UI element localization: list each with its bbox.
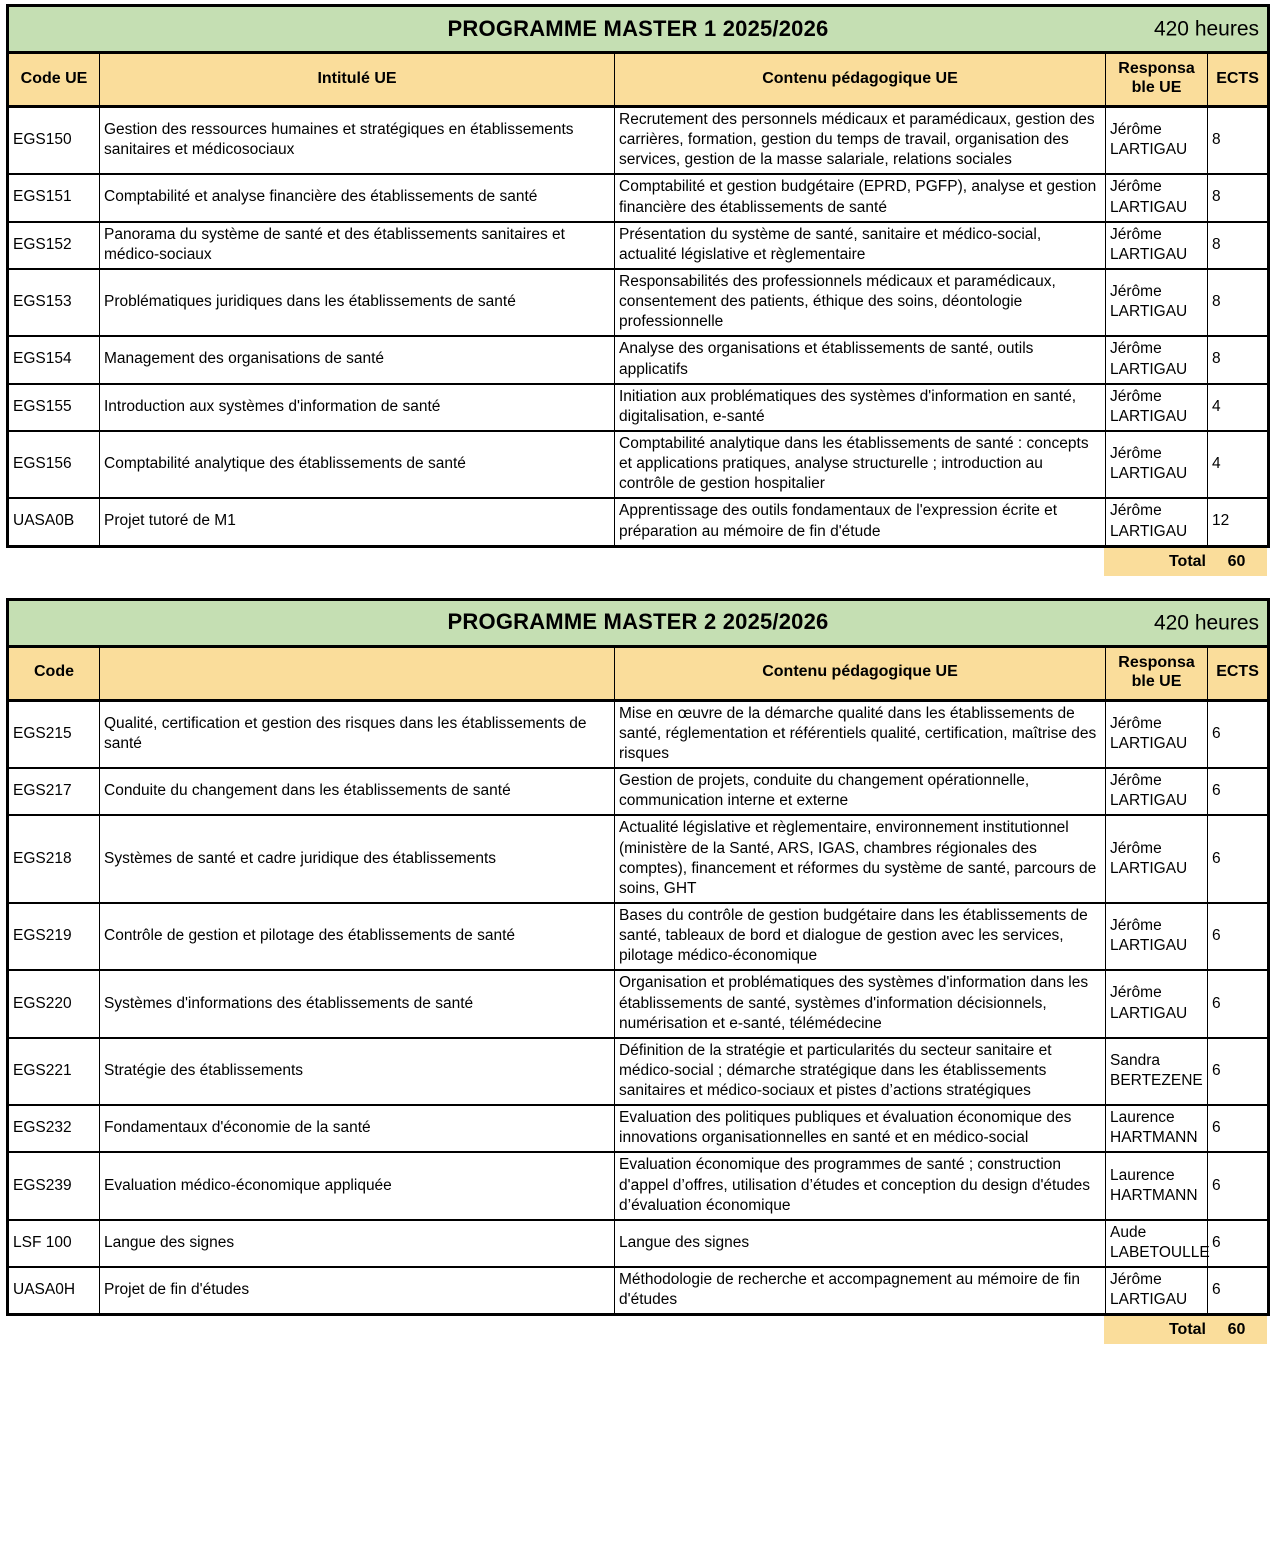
table-gap [6, 576, 1267, 598]
cell-content: Langue des signes [615, 1220, 1106, 1267]
cell-code: EGS215 [8, 700, 100, 768]
cell-responsible: Jérôme LARTIGAU [1106, 498, 1208, 546]
cell-title: Systèmes de santé et cadre juridique des établissements [100, 815, 615, 903]
cell-content: Méthodologie de recherche et accompagnement au mémoire de fin d'études [615, 1267, 1106, 1315]
table-row [8, 1267, 1269, 1315]
column-header-row-master2 [8, 646, 1269, 700]
table-row [8, 700, 1269, 768]
cell-responsible: Jérôme LARTIGAU [1106, 336, 1208, 383]
cell-ects: 6 [1208, 1105, 1269, 1152]
cell-code: EGS156 [8, 431, 100, 498]
cell-ects: 6 [1208, 1267, 1269, 1315]
cell-ects: 8 [1208, 336, 1269, 383]
column-header-responsible [1106, 646, 1208, 700]
table-row [8, 107, 1269, 175]
cell-content: Bases du contrôle de gestion budgétaire dans les établissements de santé, tableaux de bord et dialogue de gestion avec les services, pilotage médico-économique [615, 903, 1106, 970]
cell-ects: 6 [1208, 1038, 1269, 1105]
cell-responsible: Jérôme LARTIGAU [1106, 970, 1208, 1037]
banner-title: PROGRAMME MASTER 1 2025/2026 [447, 15, 829, 41]
cell-code: EGS219 [8, 903, 100, 970]
table-row [8, 1105, 1269, 1152]
cell-ects: 6 [1208, 815, 1269, 903]
cell-title: Comptabilité et analyse financière des établissements de santé [100, 174, 615, 221]
cell-ects: 6 [1208, 1220, 1269, 1267]
cell-ects: 4 [1208, 384, 1269, 431]
cell-code: LSF 100 [8, 1220, 100, 1267]
cell-code: EGS152 [8, 222, 100, 269]
cell-content: Comptabilité analytique dans les établissements de santé : concepts et applications pratiques, analyse structurelle ; introduction au contrôle de gestion hospitalier [615, 431, 1106, 498]
cell-content: Recrutement des personnels médicaux et paramédicaux, gestion des carrières, formation, gestion du temps de travail, organisation des services, gestion de la masse salariale, relations sociales [615, 107, 1106, 175]
table-row [8, 815, 1269, 903]
table-row [8, 384, 1269, 431]
cell-code: EGS232 [8, 1105, 100, 1152]
table-row [8, 174, 1269, 221]
cell-code: EGS151 [8, 174, 100, 221]
total-value: 60 [1206, 548, 1267, 576]
cell-ects: 8 [1208, 222, 1269, 269]
cell-title: Projet de fin d'études [100, 1267, 615, 1315]
cell-responsible: Jérôme LARTIGAU [1106, 768, 1208, 815]
program-table-master1 [6, 4, 1270, 548]
total-value: 60 [1206, 1316, 1267, 1344]
cell-title: Panorama du système de santé et des établissements sanitaires et médico-sociaux [100, 222, 615, 269]
cell-title: Langue des signes [100, 1220, 615, 1267]
cell-title: Systèmes d'informations des établissements de santé [100, 970, 615, 1037]
column-header-code: Code [8, 646, 100, 700]
cell-code: EGS150 [8, 107, 100, 175]
cell-content: Evaluation des politiques publiques et évaluation économique des innovations organisationnelles en santé et en médico-social [615, 1105, 1106, 1152]
cell-ects: 6 [1208, 768, 1269, 815]
cell-content: Organisation et problématiques des systèmes d'information dans les établissements de santé, systèmes d'information décisionnels, numérisation et e-santé, télémédecine [615, 970, 1106, 1037]
column-header-responsible [1106, 53, 1208, 107]
cell-responsible: Laurence HARTMANN [1106, 1152, 1208, 1219]
cell-title: Conduite du changement dans les établissements de santé [100, 768, 615, 815]
cell-title: Stratégie des établissements [100, 1038, 615, 1105]
cell-ects: 8 [1208, 174, 1269, 221]
total-label: Total [1104, 1316, 1206, 1344]
table-row [8, 498, 1269, 546]
column-header-ects: ECTS [1208, 646, 1269, 700]
cell-title: Projet tutoré de M1 [100, 498, 615, 546]
column-header-ects: ECTS [1208, 53, 1269, 107]
total-label: Total [1104, 548, 1206, 576]
table-row [8, 1152, 1269, 1219]
cell-code: UASA0H [8, 1267, 100, 1315]
cell-content: Définition de la stratégie et particularités du secteur sanitaire et médico-social ; démarche stratégique dans les établissements sanitaires et médico-sociaux et pistes d’actions stratégiques [615, 1038, 1106, 1105]
cell-content: Responsabilités des professionnels médicaux et paramédicaux, consentement des patients, éthique des soins, déontologie professionnelle [615, 269, 1106, 336]
cell-ects: 6 [1208, 700, 1269, 768]
cell-content: Actualité législative et règlementaire, environnement institutionnel (ministère de la Santé, ARS, IGAS, chambres régionales des comptes), financement et réformes du système de santé, parcours de soins, GHT [615, 815, 1106, 903]
table-row [8, 431, 1269, 498]
column-header-responsible-line1: Responsa [1118, 653, 1195, 671]
table-row [8, 1038, 1269, 1105]
cell-code: UASA0B [8, 498, 100, 546]
cell-code: EGS220 [8, 970, 100, 1037]
cell-title: Introduction aux systèmes d'information de santé [100, 384, 615, 431]
cell-ects: 6 [1208, 903, 1269, 970]
cell-responsible: Jérôme LARTIGAU [1106, 431, 1208, 498]
cell-responsible: Jérôme LARTIGAU [1106, 700, 1208, 768]
cell-responsible: Laurence HARTMANN [1106, 1105, 1208, 1152]
cell-ects: 6 [1208, 1152, 1269, 1219]
column-header-content: Contenu pédagogique UE [615, 53, 1106, 107]
cell-ects: 6 [1208, 970, 1269, 1037]
cell-code: EGS218 [8, 815, 100, 903]
total-row-master1 [6, 548, 1267, 576]
cell-code: EGS239 [8, 1152, 100, 1219]
cell-content: Mise en œuvre de la démarche qualité dans les établissements de santé, réglementation et référentiels qualité, certification, maîtrise des risques [615, 700, 1106, 768]
cell-title: Comptabilité analytique des établissements de santé [100, 431, 615, 498]
cell-content: Apprentissage des outils fondamentaux de l'expression écrite et préparation au mémoire de fin d'étude [615, 498, 1106, 546]
cell-responsible: Jérôme LARTIGAU [1106, 174, 1208, 221]
table-row [8, 970, 1269, 1037]
cell-code: EGS217 [8, 768, 100, 815]
column-header-responsible-line2: ble UE [1131, 79, 1182, 96]
cell-title: Qualité, certification et gestion des risques dans les établissements de santé [100, 700, 615, 768]
cell-responsible: Jérôme LARTIGAU [1106, 269, 1208, 336]
banner-title: PROGRAMME MASTER 2 2025/2026 [447, 609, 829, 635]
cell-content: Comptabilité et gestion budgétaire (EPRD, PGFP), analyse et gestion financière des établissements de santé [615, 174, 1106, 221]
column-header-row-master1 [8, 53, 1269, 107]
cell-content: Initiation aux problématiques des systèmes d'information en santé, digitalisation, e-santé [615, 384, 1106, 431]
cell-responsible: Jérôme LARTIGAU [1106, 384, 1208, 431]
cell-ects: 4 [1208, 431, 1269, 498]
column-header-title: Intitulé UE [100, 53, 615, 107]
cell-content: Evaluation économique des programmes de santé ; construction d'appel d’offres, utilisation d’études et conception du design d'études d’évaluation économique [615, 1152, 1106, 1219]
cell-code: EGS221 [8, 1038, 100, 1105]
cell-title: Management des organisations de santé [100, 336, 615, 383]
program-table-master2 [6, 598, 1270, 1317]
table-banner-master2 [8, 599, 1269, 646]
cell-ects: 12 [1208, 498, 1269, 546]
cell-title: Problématiques juridiques dans les établissements de santé [100, 269, 615, 336]
table-row [8, 768, 1269, 815]
cell-title: Fondamentaux d'économie de la santé [100, 1105, 615, 1152]
cell-responsible: Sandra BERTEZENE [1106, 1038, 1208, 1105]
cell-content: Présentation du système de santé, sanitaire et médico-social, actualité législative et règlementaire [615, 222, 1106, 269]
cell-responsible: Aude LABETOULLE [1106, 1220, 1208, 1267]
column-header-responsible-line2: ble UE [1131, 672, 1182, 690]
table-row [8, 1220, 1269, 1267]
cell-code: EGS153 [8, 269, 100, 336]
cell-content: Gestion de projets, conduite du changement opérationnelle, communication interne et externe [615, 768, 1106, 815]
cell-responsible: Jérôme LARTIGAU [1106, 222, 1208, 269]
cell-title: Gestion des ressources humaines et stratégiques en établissements sanitaires et médicosociaux [100, 107, 615, 175]
total-row-master2 [6, 1316, 1267, 1344]
cell-title: Contrôle de gestion et pilotage des établissements de santé [100, 903, 615, 970]
table-banner-master1 [8, 6, 1269, 53]
table-row [8, 269, 1269, 336]
cell-ects: 8 [1208, 107, 1269, 175]
cell-code: EGS155 [8, 384, 100, 431]
cell-title: Evaluation médico-économique appliquée [100, 1152, 615, 1219]
cell-content: Analyse des organisations et établissements de santé, outils applicatifs [615, 336, 1106, 383]
cell-responsible: Jérôme LARTIGAU [1106, 1267, 1208, 1315]
column-header-responsible-line1: Responsa [1118, 60, 1195, 78]
banner-hours: 420 heures [1153, 17, 1260, 41]
cell-code: EGS154 [8, 336, 100, 383]
column-header-content: Contenu pédagogique UE [615, 646, 1106, 700]
column-header-code: Code UE [8, 53, 100, 107]
total-spacer [6, 1316, 1104, 1344]
cell-ects: 8 [1208, 269, 1269, 336]
cell-responsible: Jérôme LARTIGAU [1106, 815, 1208, 903]
table-row [8, 222, 1269, 269]
cell-responsible: Jérôme LARTIGAU [1106, 107, 1208, 175]
table-row [8, 336, 1269, 383]
table-row [8, 903, 1269, 970]
banner-hours: 420 heures [1153, 611, 1260, 635]
column-header-title [100, 646, 615, 700]
total-spacer [6, 548, 1104, 576]
cell-responsible: Jérôme LARTIGAU [1106, 903, 1208, 970]
